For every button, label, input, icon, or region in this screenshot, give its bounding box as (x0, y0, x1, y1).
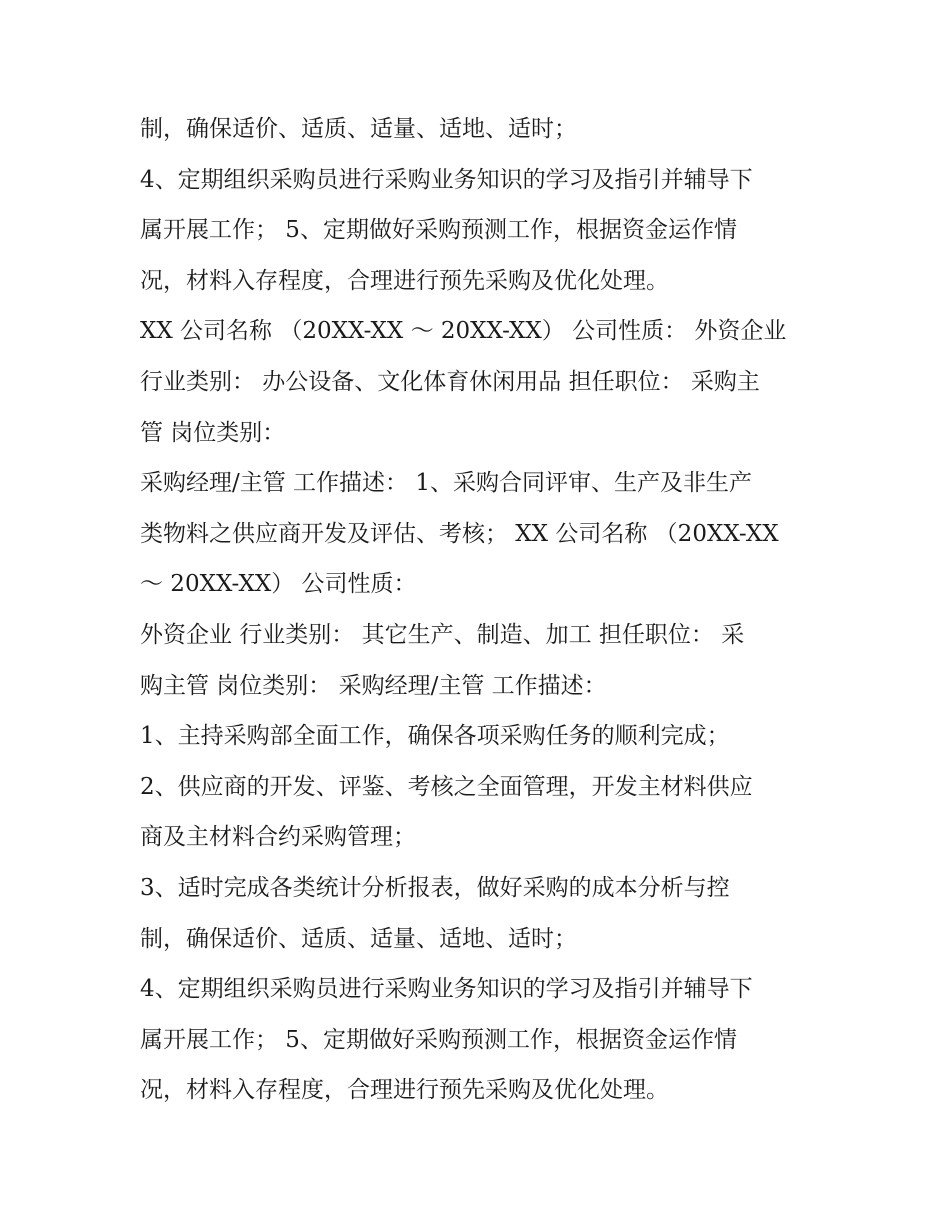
text-line: 属开展工作； 5、定期做好采购预测工作，根据资金运作情 (140, 1026, 737, 1053)
text-line: 购主管 岗位类别： 采购经理/主管 工作描述： (140, 672, 607, 699)
text-line: 2、供应商的开发、评鉴、考核之全面管理，开发主材料供应 (140, 773, 753, 800)
text-line: 4、定期组织采购员进行采购业务知识的学习及指引并辅导下 (140, 976, 753, 1003)
text-line: ～ 20XX-XX） 公司性质： (140, 571, 417, 598)
text-line: 3、适时完成各类统计分析报表，做好采购的成本分析与控 (140, 874, 730, 901)
text-line: 况，材料入存程度，合理进行预先采购及优化处理。 (140, 267, 669, 294)
text-line: 采购经理/主管 工作描述： 1、采购合同评审、生产及非生产 (140, 470, 753, 497)
body-text (140, 104, 820, 1116)
text-line: 商及主材料合约采购管理； (140, 824, 416, 851)
text-line: 制，确保适价、适质、适量、适地、适时； (140, 925, 577, 952)
text-line: 1、主持采购部全面工作，确保各项采购任务的顺利完成； (140, 723, 730, 750)
text-line: 属开展工作； 5、定期做好采购预测工作，根据资金运作情 (140, 217, 737, 244)
text-line: 4、定期组织采购员进行采购业务知识的学习及指引并辅导下 (140, 166, 753, 193)
text-line: 制，确保适价、适质、适量、适地、适时； (140, 116, 577, 142)
text-line: 管 岗位类别： (140, 419, 286, 446)
text-line: 况，材料入存程度，合理进行预先采购及优化处理。 (140, 1077, 669, 1104)
text-line: 外资企业 行业类别： 其它生产、制造、加工 担任职位： 采 (140, 621, 745, 648)
text-line: XX 公司名称 （20XX-XX ～ 20XX-XX） 公司性质： 外资企业 (140, 318, 787, 345)
text-line: 类物料之供应商开发及评估、考核； XX 公司名称 （20XX-XX (140, 520, 779, 547)
text-line: 行业类别： 办公设备、文化体育休闲用品 担任职位： 采购主 (140, 368, 760, 395)
